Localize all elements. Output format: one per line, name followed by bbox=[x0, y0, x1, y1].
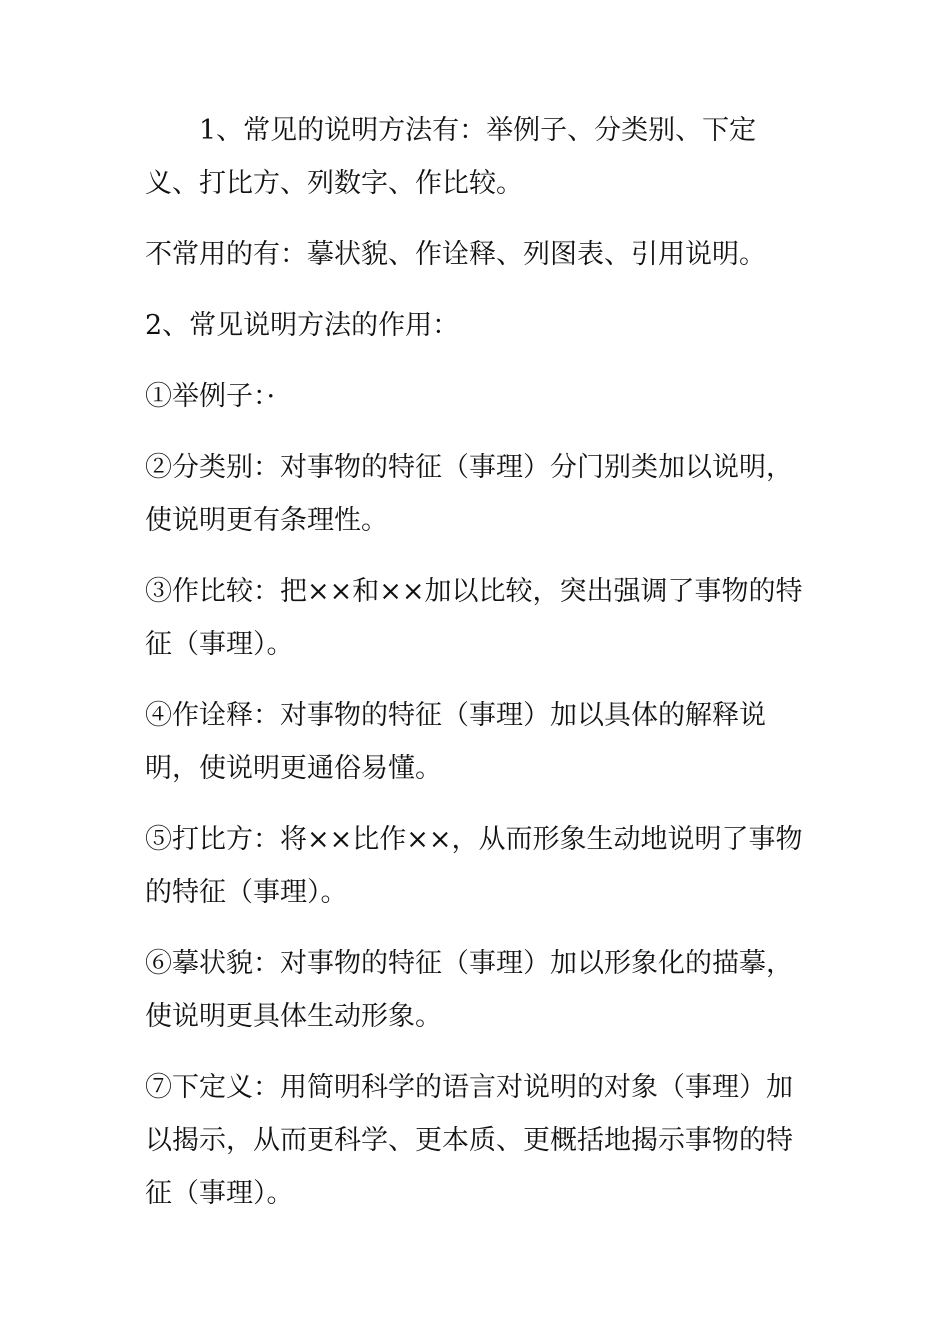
paragraph-functions-heading: 2、常见说明方法的作用： bbox=[145, 310, 460, 341]
document-page bbox=[145, 104, 810, 1238]
paragraph-comparison: ③作比较：把××和××加以比较，突出强调了事物的特征（事理）。 bbox=[145, 576, 803, 660]
paragraph-description: ⑥摹状貌：对事物的特征（事理）加以形象化的描摹，使说明更具体生动形象。 bbox=[145, 948, 793, 1032]
paragraph-classification: ②分类别：对事物的特征（事理）分门别类加以说明，使说明更有条理性。 bbox=[145, 452, 793, 536]
paragraph-analogy: ⑤打比方：将××比作××，从而形象生动地说明了事物的特征（事理）。 bbox=[145, 824, 803, 908]
paragraph-example: ①举例子：· bbox=[145, 381, 276, 412]
paragraph-interpretation: ④作诠释：对事物的特征（事理）加以具体的解释说明，使说明更通俗易懂。 bbox=[145, 700, 766, 784]
paragraph-common-methods: 1、常见的说明方法有：举例子、分类别、下定义、打比方、列数字、作比较。 bbox=[145, 115, 757, 199]
paragraph-uncommon-methods: 不常用的有：摹状貌、作诠释、列图表、引用说明。 bbox=[145, 239, 766, 270]
paragraph-definition: ⑦下定义：用简明科学的语言对说明的对象（事理）加以揭示，从而更科学、更本质、更概括地揭示事物的特征（事理）。 bbox=[145, 1072, 793, 1209]
